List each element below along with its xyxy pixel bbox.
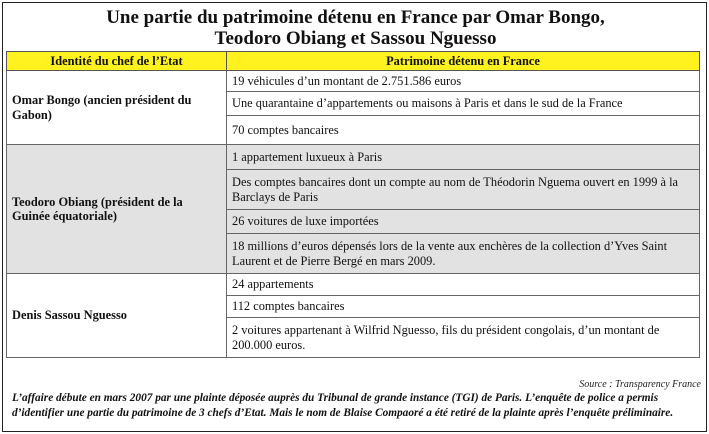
patrimoine-item: 26 voitures de luxe importées (227, 210, 700, 234)
patrimoine-item: 24 appartements (227, 274, 700, 296)
chef-omar-bongo: Omar Bongo (ancien président du Gabon) (7, 71, 227, 145)
title-line-2: Teodoro Obiang et Sassou Nguesso (214, 28, 497, 49)
column-header-chef: Identité du chef de l’Etat (7, 52, 227, 71)
chef-teodoro-obiang: Teodoro Obiang (président de la Guinée équatoriale) (7, 145, 227, 274)
patrimoine-item: 19 véhicules d’un montant de 2.751.586 euros (227, 71, 700, 92)
patrimoine-table (6, 51, 700, 358)
chef-denis-sassou-nguesso: Denis Sassou Nguesso (7, 274, 227, 358)
patrimoine-item: 112 comptes bancaires (227, 296, 700, 318)
patrimoine-item: 18 millions d’euros dépensés lors de la vente aux enchères de la collection d’Yves Saint Laurent et de Pierre Bergé en mars 2009. (227, 234, 700, 274)
patrimoine-item: Des comptes bancaires dont un compte au nom de Théodorin Nguema ouvert en 1999 à la Barclays de Paris (227, 170, 700, 210)
table-row (7, 71, 700, 92)
patrimoine-item: 1 appartement luxueux à Paris (227, 145, 700, 170)
table-header-row (7, 52, 700, 71)
footnote-text: L’affaire débute en mars 2007 par une plainte déposée auprès du Tribunal de grande instance (TGI) de Paris. L’enquête de police a permis d’identifier une partie du patrimoine de 3 chefs d’Etat. Mais le nom de Blaise Compaoré a été retiré de la plainte après l’enquête préliminaire. (12, 392, 674, 419)
patrimoine-item: Une quarantaine d’appartements ou maisons à Paris et dans le sud de la France (227, 92, 700, 116)
patrimoine-item: 2 voitures appartenant à Wilfrid Nguesso, fils du président congolais, d’un montant de 200.000 euros. (227, 318, 700, 358)
column-header-patrimoine: Patrimoine détenu en France (227, 52, 700, 71)
title-line-1: Une partie du patrimoine détenu en France par Omar Bongo, (106, 7, 605, 28)
patrimoine-item: 70 comptes bancaires (227, 116, 700, 145)
source-credit: Source : Transparency France (579, 379, 701, 390)
table-row (7, 145, 700, 170)
document-title (3, 7, 708, 49)
table-row (7, 274, 700, 296)
